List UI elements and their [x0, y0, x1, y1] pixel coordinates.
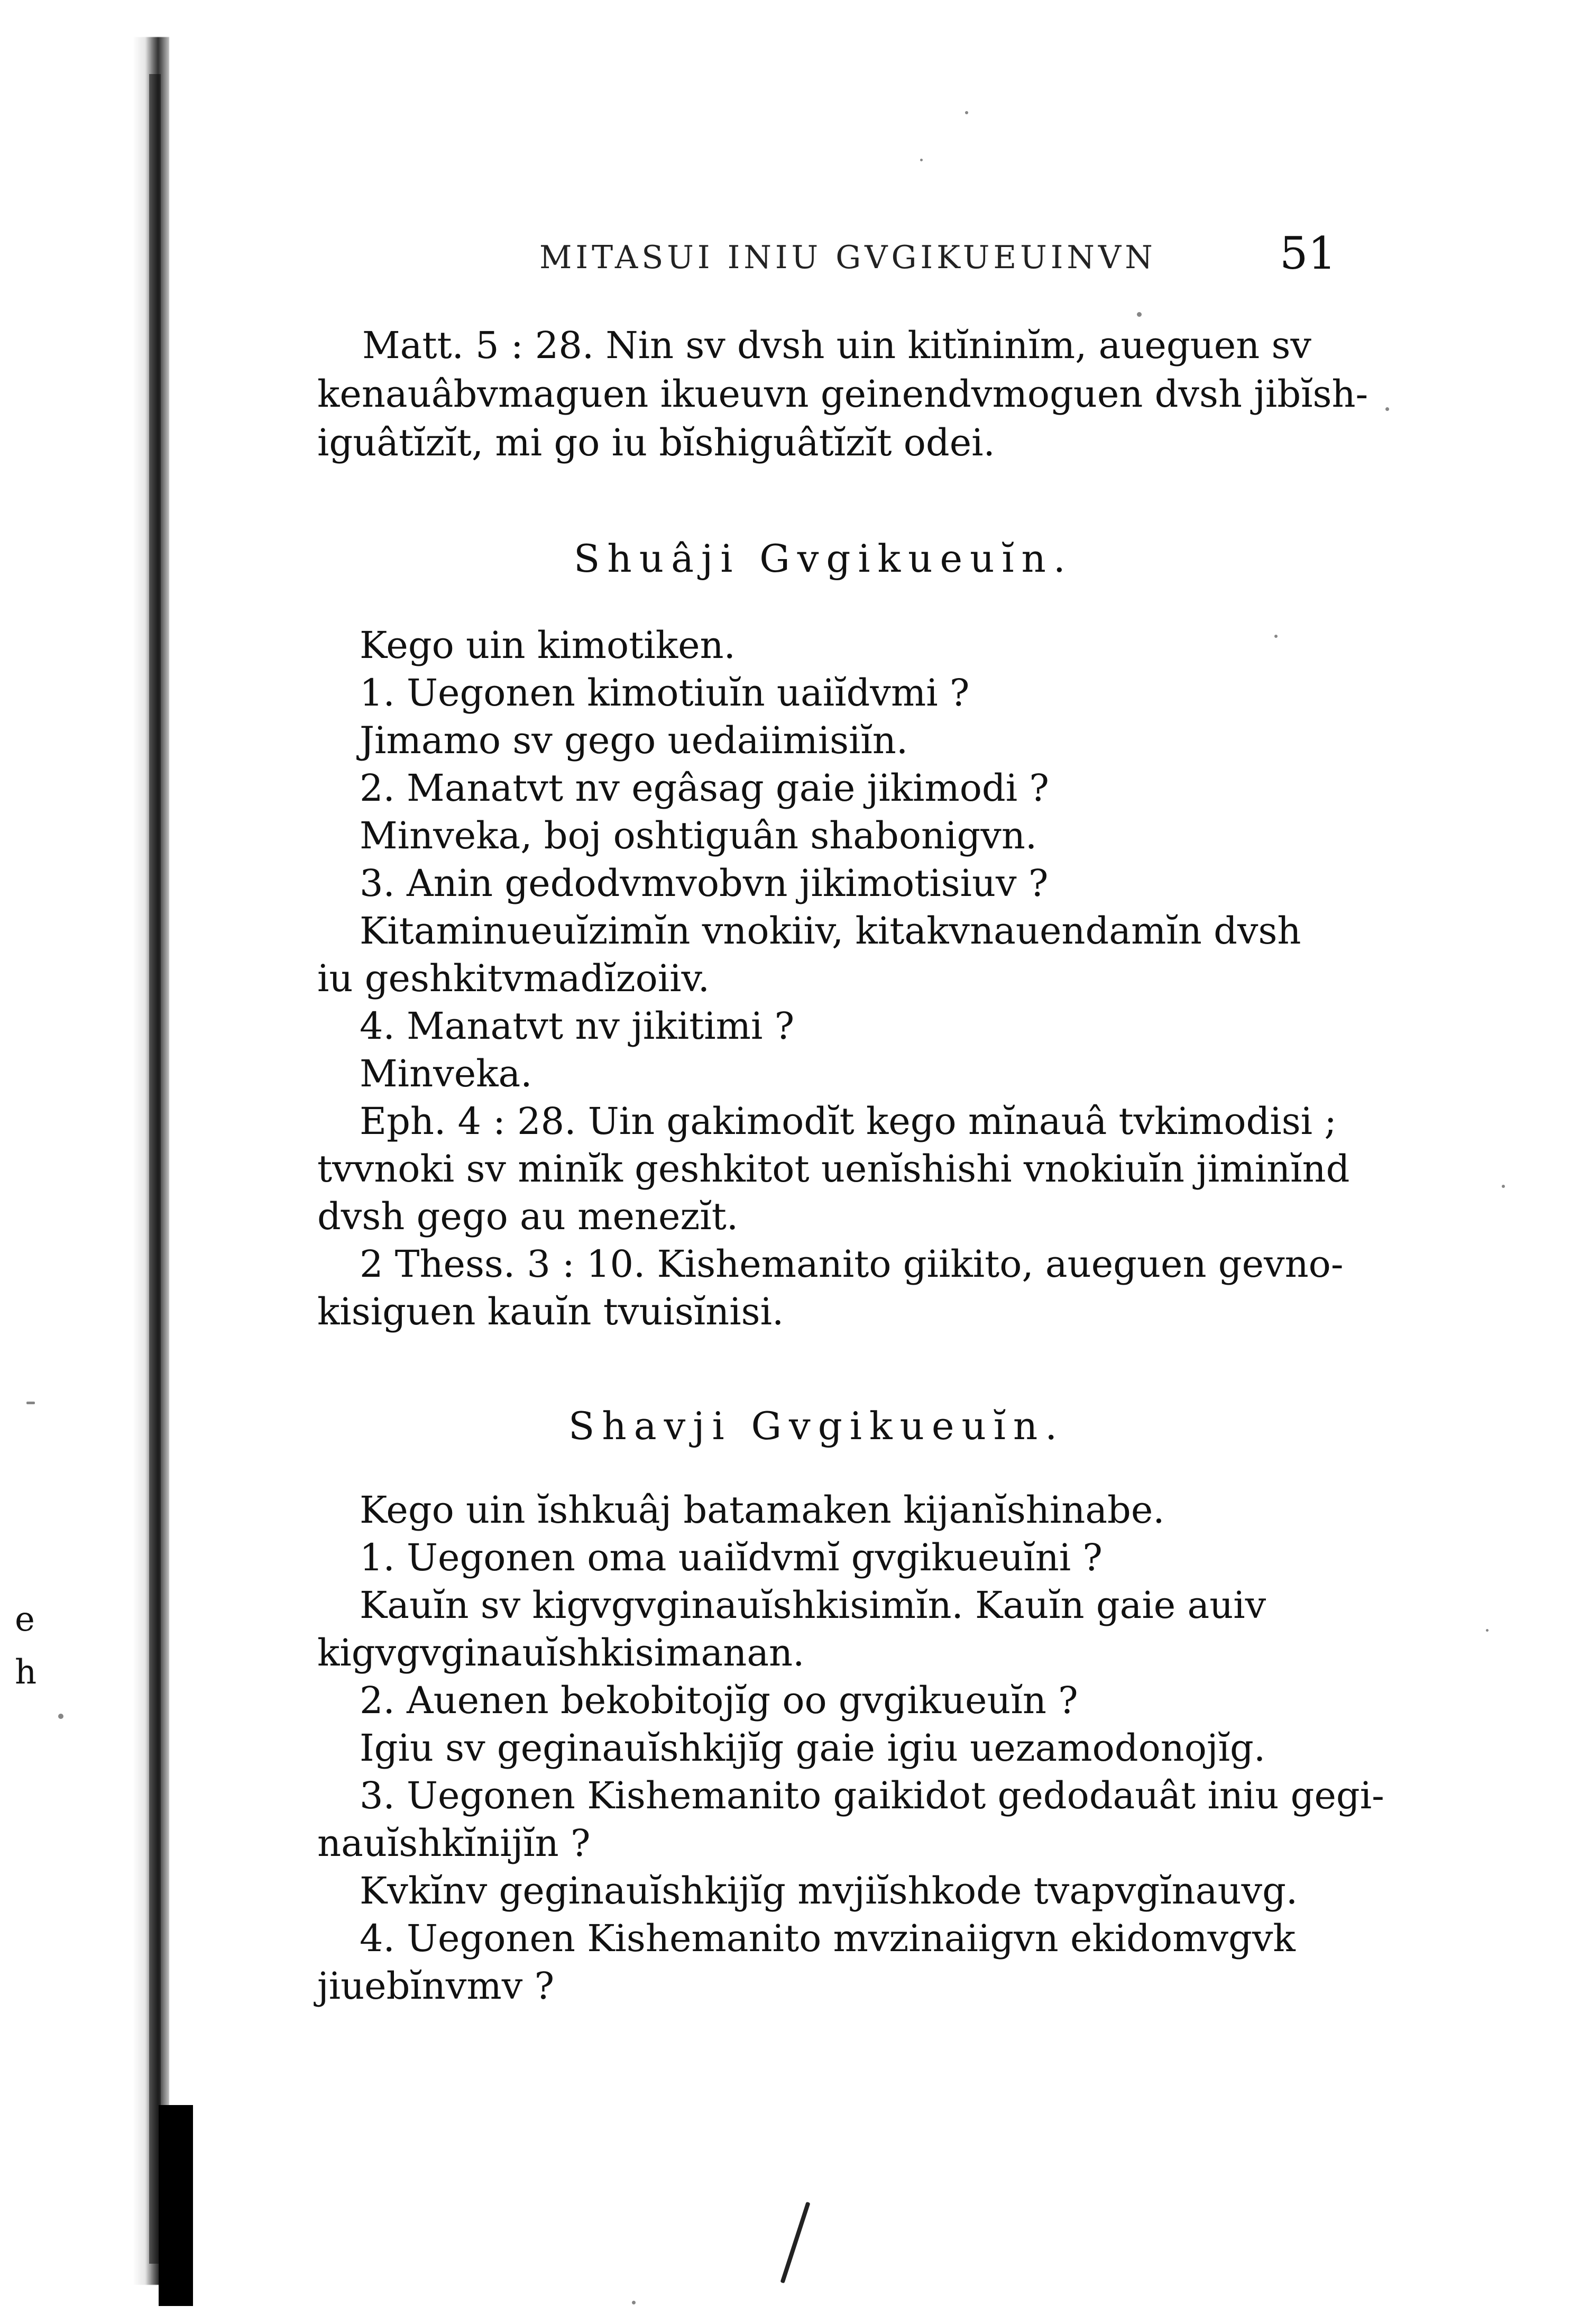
binding-gutter-bottom — [159, 2105, 193, 2306]
qa-line: Eph. 4 : 28. Uin gakimodĭt kego mĭnauâ tvkimodisi ; — [360, 1100, 1337, 1143]
qa-line: kisiguen kauĭn tvuisĭnisi. — [317, 1290, 784, 1333]
qa-line: Kauĭn sv kigvgvginauĭshkisimĭn. Kauĭn gaie auiv — [360, 1584, 1266, 1627]
section-title: Shavji Gvgikueuĭn. — [568, 1404, 1065, 1448]
scan-speck — [1274, 635, 1278, 638]
qa-line: Minveka. — [360, 1052, 532, 1095]
qa-line: 4. Manatvt nv jikitimi ? — [360, 1004, 795, 1048]
qa-line: jiuebĭnvmv ? — [317, 1964, 555, 2008]
verse-line: iguâtĭzĭt, mi go iu bĭshiguâtĭzĭt odei. — [317, 421, 995, 464]
qa-line: Jimamo sv gego uedaiimisiĭn. — [360, 719, 908, 762]
scan-speck — [632, 2301, 636, 2304]
qa-line: dvsh gego au menezĭt. — [317, 1195, 739, 1238]
scan-speck — [920, 159, 923, 161]
scan-speck — [1486, 1629, 1489, 1632]
page-number: 51 — [1280, 227, 1336, 279]
qa-line: iu geshkitvmadĭzoiiv. — [317, 957, 710, 1000]
qa-line: 2. Manatvt nv egâsag gaie jikimodi ? — [360, 766, 1049, 810]
scan-speck — [1385, 407, 1389, 411]
scan-speck — [26, 1402, 35, 1404]
scan-speck — [1502, 1185, 1505, 1188]
section-title: Shuâji Gvgikueuĭn. — [574, 536, 1073, 581]
qa-line: 1. Uegonen kimotiuĭn uaiĭdvmi ? — [360, 671, 970, 715]
binding-gutter-strip — [149, 74, 161, 2264]
qa-line: Kego uin kimotiken. — [360, 624, 736, 667]
verse-line: Matt. 5 : 28. Nin sv dvsh uin kitĭninĭm, aueguen sv — [362, 324, 1311, 367]
qa-line: 2 Thess. 3 : 10. Kishemanito giikito, aueguen gevno- — [360, 1242, 1344, 1286]
qa-line: Kego uin ĭshkuâj batamaken kijanĭshinabe. — [360, 1488, 1165, 1532]
qa-line: 4. Uegonen Kishemanito mvzinaiigvn ekidomvgvk — [360, 1917, 1296, 1960]
qa-line: Igiu sv geginauĭshkijĭg gaie igiu uezamodonojĭg. — [360, 1726, 1266, 1770]
qa-line: 3. Uegonen Kishemanito gaikidot gedodauât iniu gegi- — [360, 1774, 1384, 1817]
margin-letter-h: h — [15, 1653, 37, 1692]
qa-line: 2. Auenen bekobitojĭg oo gvgikueuĭn ? — [360, 1679, 1078, 1722]
scan-speck — [58, 1714, 63, 1719]
qa-line: tvvnoki sv minĭk geshkitot uenĭshishi vnokiuĭn jiminĭnd — [317, 1147, 1350, 1191]
qa-line: Kvkĭnv geginauĭshkijĭg mvjiĭshkode tvapvgĭnauvg. — [360, 1869, 1298, 1913]
running-head: MITASUI INIU GVGIKUEUINVN — [539, 239, 1156, 276]
qa-line: 3. Anin gedodvmvobvn jikimotisiuv ? — [360, 862, 1049, 905]
margin-letter-e: e — [15, 1600, 35, 1639]
qa-line: Kitaminueuĭzimĭn vnokiiv, kitakvnauendamĭn dvsh — [360, 909, 1301, 953]
qa-line: nauĭshkĭnijĭn ? — [317, 1822, 591, 1865]
scan-speck — [965, 111, 968, 114]
qa-line: kigvgvginauĭshkisimanan. — [317, 1631, 805, 1675]
scan-speck — [1137, 312, 1142, 317]
qa-line: Minveka, boj oshtiguân shabonigvn. — [360, 814, 1037, 857]
verse-line: kenauâbvmaguen ikueuvn geinendvmoguen dvsh jibĭsh- — [317, 372, 1368, 416]
pen-stroke-mark — [780, 2202, 810, 2284]
qa-line: 1. Uegonen oma uaiĭdvmĭ gvgikueuĭni ? — [360, 1536, 1103, 1579]
